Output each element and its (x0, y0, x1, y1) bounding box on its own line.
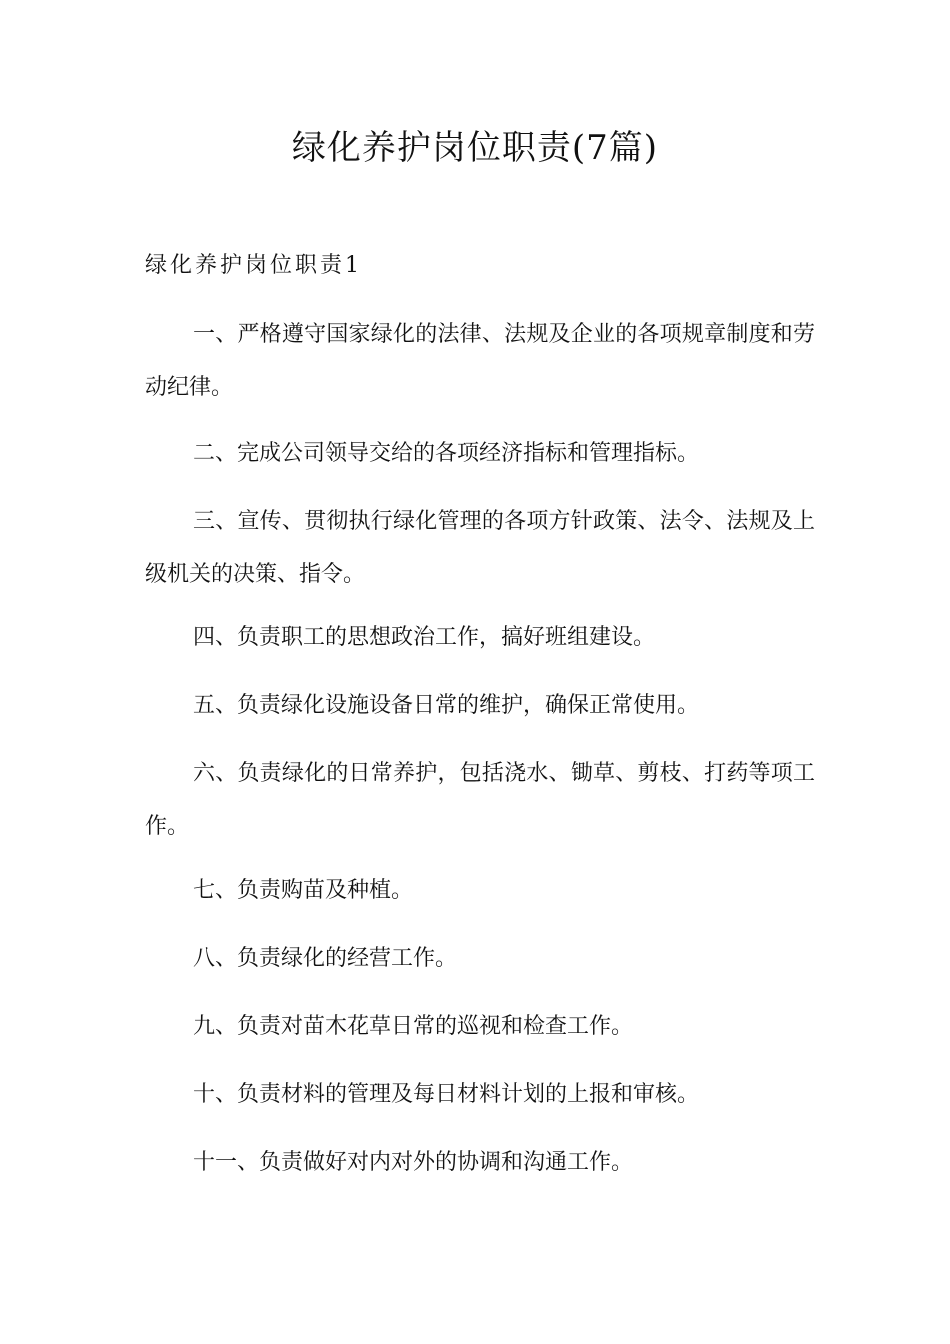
list-item: 九、负责对苗木花草日常的巡视和检查工作。 (193, 1014, 634, 1039)
section-heading: 绿化养护岗位职责1 (145, 253, 362, 278)
list-item: 十一、负责做好对内对外的协调和沟通工作。 (193, 1150, 634, 1175)
list-item: 三、宣传、贯彻执行绿化管理的各项方针政策、法令、法规及上级机关的决策、指令。 (145, 509, 815, 587)
list-item: 五、负责绿化设施设备日常的维护，确保正常使用。 (193, 693, 700, 718)
list-item: 一、严格遵守国家绿化的法律、法规及企业的各项规章制度和劳动纪律。 (145, 322, 815, 400)
list-item: 七、负责购苗及种植。 (193, 878, 414, 903)
document-title: 绿化养护岗位职责(7篇) (291, 128, 659, 168)
list-item: 十、负责材料的管理及每日材料计划的上报和审核。 (193, 1082, 700, 1107)
list-item: 四、负责职工的思想政治工作，搞好班组建设。 (193, 625, 656, 650)
list-item: 六、负责绿化的日常养护，包括浇水、锄草、剪枝、打药等项工作。 (145, 761, 815, 839)
list-item: 二、完成公司领导交给的各项经济指标和管理指标。 (193, 441, 700, 466)
list-item: 八、负责绿化的经营工作。 (193, 946, 458, 971)
